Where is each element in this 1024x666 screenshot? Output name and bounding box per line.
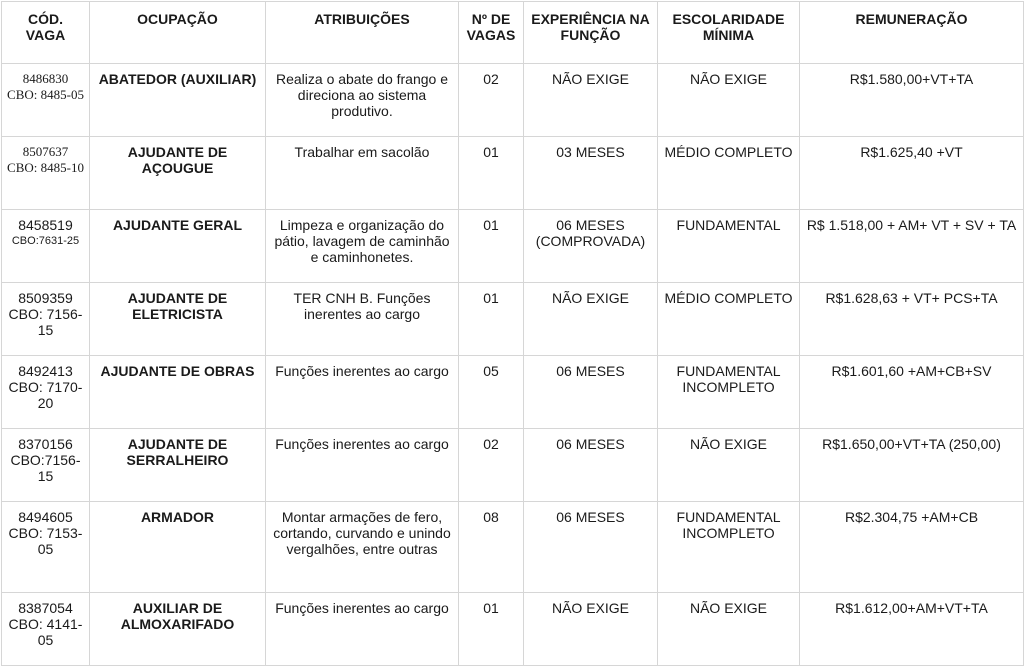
cell-remuneracao: R$1.650,00+VT+TA (250,00): [800, 429, 1024, 502]
job-code: 8370156: [18, 436, 73, 452]
cell-remuneracao: R$1.580,00+VT+TA: [800, 64, 1024, 137]
cell-num-vagas: 01: [459, 283, 524, 356]
cbo-code: CBO: 7153-05: [8, 525, 83, 557]
cell-cod-vaga: [2, 356, 90, 429]
cell-atribuicoes: Funções inerentes ao cargo: [266, 429, 459, 502]
cell-cod-vaga: [2, 137, 90, 210]
cell-ocupacao: AJUDANTE DE OBRAS: [90, 356, 266, 429]
cell-experiencia: 03 MESES: [524, 137, 658, 210]
job-code: 8507637: [22, 144, 69, 159]
cell-num-vagas: 02: [459, 429, 524, 502]
cell-escolaridade: FUNDAMENTAL INCOMPLETO: [658, 356, 800, 429]
cell-num-vagas: 08: [459, 502, 524, 593]
table-row: [2, 283, 1024, 356]
job-code: 8492413: [18, 363, 73, 379]
job-code: 8387054: [18, 600, 73, 616]
job-code: 8458519: [18, 217, 73, 233]
cell-atribuicoes: Limpeza e organização do pátio, lavagem de caminhão e caminhonetes.: [266, 210, 459, 283]
cell-ocupacao: AJUDANTE DE SERRALHEIRO: [90, 429, 266, 502]
header-ocupacao: OCUPAÇÃO: [90, 2, 266, 64]
cell-ocupacao: AJUDANTE GERAL: [90, 210, 266, 283]
cell-remuneracao: R$2.304,75 +AM+CB: [800, 502, 1024, 593]
header-experiencia: EXPERIÊNCIA NA FUNÇÃO: [524, 2, 658, 64]
cell-num-vagas: 02: [459, 64, 524, 137]
table-row: [2, 593, 1024, 666]
cell-experiencia: NÃO EXIGE: [524, 64, 658, 137]
cell-experiencia: 06 MESES: [524, 429, 658, 502]
cell-escolaridade: FUNDAMENTAL: [658, 210, 800, 283]
cell-cod-vaga: [2, 64, 90, 137]
cell-cod-vaga: [2, 210, 90, 283]
cell-atribuicoes: Funções inerentes ao cargo: [266, 356, 459, 429]
cell-escolaridade: NÃO EXIGE: [658, 593, 800, 666]
job-code: 8486830: [22, 71, 69, 86]
cbo-code: CBO: 8485-10: [7, 160, 84, 175]
table-row: [2, 210, 1024, 283]
header-remuneracao: REMUNERAÇÃO: [800, 2, 1024, 64]
cell-cod-vaga: [2, 502, 90, 593]
cell-cod-vaga: [2, 429, 90, 502]
cbo-code: CBO:7156-15: [10, 452, 81, 484]
cell-escolaridade: MÉDIO COMPLETO: [658, 137, 800, 210]
cell-remuneracao: R$1.625,40 +VT: [800, 137, 1024, 210]
cell-ocupacao: ABATEDOR (AUXILIAR): [90, 64, 266, 137]
cell-cod-vaga: [2, 283, 90, 356]
table-row: [2, 356, 1024, 429]
cell-experiencia: 06 MESES: [524, 356, 658, 429]
cbo-code: CBO: 7156-15: [8, 306, 83, 338]
table-row: [2, 429, 1024, 502]
cell-num-vagas: 01: [459, 210, 524, 283]
cell-num-vagas: 01: [459, 137, 524, 210]
header-cod-vaga: CÓD. VAGA: [2, 2, 90, 64]
cell-escolaridade: NÃO EXIGE: [658, 429, 800, 502]
cbo-code: CBO:7631-25: [11, 235, 80, 247]
table-header-row: [2, 2, 1024, 64]
table-row: [2, 64, 1024, 137]
header-escolaridade: ESCOLARIDADE MÍNIMA: [658, 2, 800, 64]
cell-remuneracao: R$ 1.518,00 + AM+ VT + SV + TA: [800, 210, 1024, 283]
cbo-code: CBO: 7170-20: [8, 379, 83, 411]
header-atribuicoes: ATRIBUIÇÕES: [266, 2, 459, 64]
cbo-code: CBO: 8485-05: [7, 87, 84, 102]
cell-ocupacao: ARMADOR: [90, 502, 266, 593]
cell-atribuicoes: Funções inerentes ao cargo: [266, 593, 459, 666]
job-code: 8509359: [18, 290, 73, 306]
cell-remuneracao: R$1.612,00+AM+VT+TA: [800, 593, 1024, 666]
cell-experiencia: 06 MESES: [524, 502, 658, 593]
cell-ocupacao: AJUDANTE DE ELETRICISTA: [90, 283, 266, 356]
job-openings-table: [1, 1, 1024, 666]
cell-atribuicoes: Realiza o abate do frango e direciona ao sistema produtivo.: [266, 64, 459, 137]
cell-experiencia: NÃO EXIGE: [524, 593, 658, 666]
cell-experiencia: NÃO EXIGE: [524, 283, 658, 356]
cell-escolaridade: NÃO EXIGE: [658, 64, 800, 137]
cell-ocupacao: AJUDANTE DE AÇOUGUE: [90, 137, 266, 210]
cell-escolaridade: MÉDIO COMPLETO: [658, 283, 800, 356]
cell-atribuicoes: Trabalhar em sacolão: [266, 137, 459, 210]
cell-num-vagas: 01: [459, 593, 524, 666]
job-code: 8494605: [18, 509, 73, 525]
cell-remuneracao: R$1.601,60 +AM+CB+SV: [800, 356, 1024, 429]
header-num-vagas: Nº DE VAGAS: [459, 2, 524, 64]
cell-atribuicoes: Montar armações de fero, cortando, curvando e unindo vergalhões, entre outras: [266, 502, 459, 593]
cbo-code: CBO: 4141-05: [8, 616, 83, 648]
cell-remuneracao: R$1.628,63 + VT+ PCS+TA: [800, 283, 1024, 356]
cell-experiencia: 06 MESES (COMPROVADA): [524, 210, 658, 283]
table-row: [2, 137, 1024, 210]
cell-atribuicoes: TER CNH B. Funções inerentes ao cargo: [266, 283, 459, 356]
cell-escolaridade: FUNDAMENTAL INCOMPLETO: [658, 502, 800, 593]
cell-cod-vaga: [2, 593, 90, 666]
table-row: [2, 502, 1024, 593]
cell-ocupacao: AUXILIAR DE ALMOXARIFADO: [90, 593, 266, 666]
cell-num-vagas: 05: [459, 356, 524, 429]
